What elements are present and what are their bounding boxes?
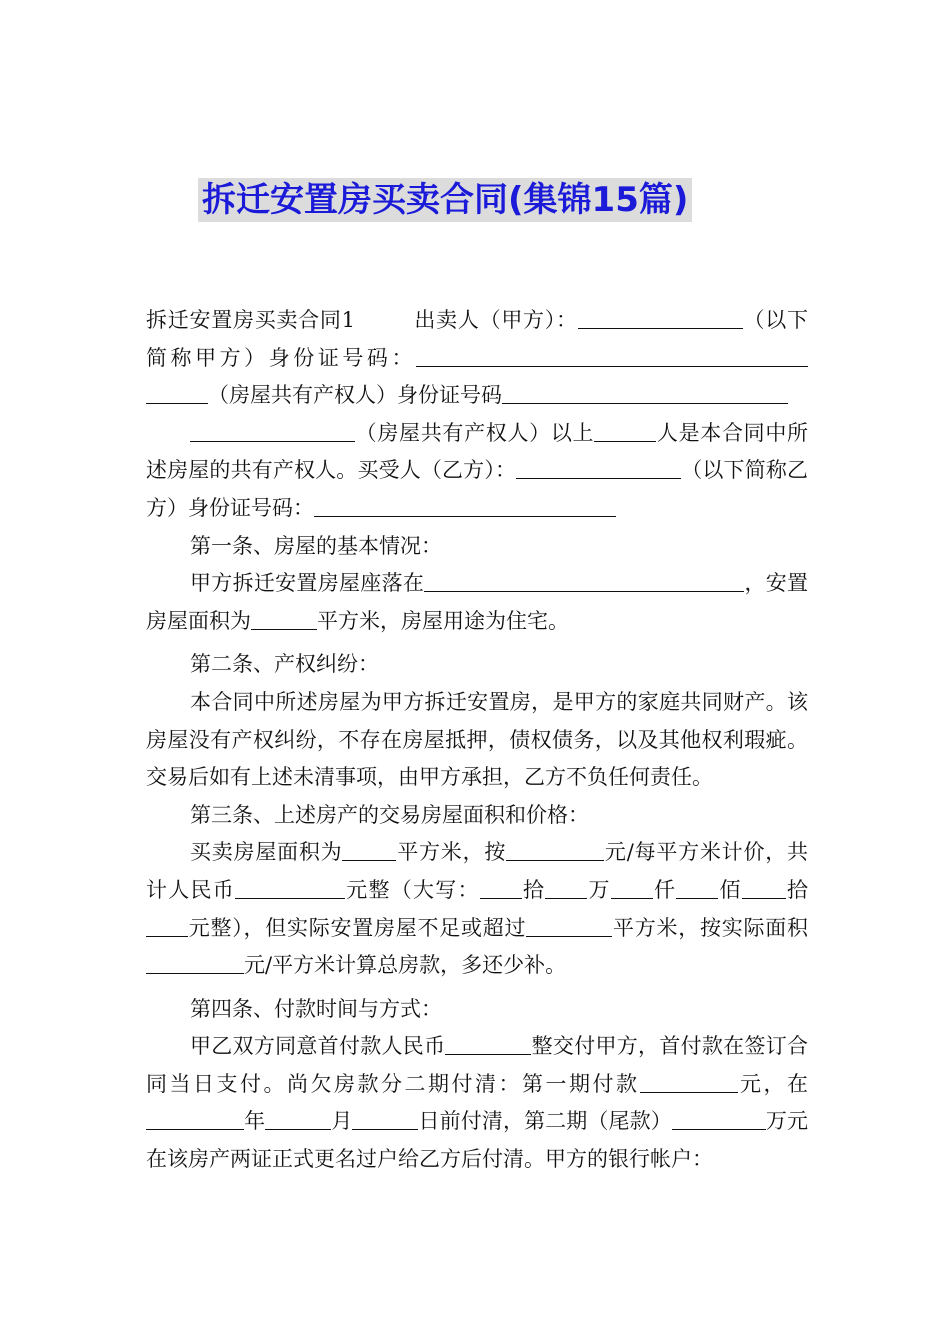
- paragraph-coowners: （房屋共有产权人）以上 人是本合同中所述房屋的共有产权人。买受人（乙方）： （以下简称乙方）身份证号码：: [146, 420, 809, 520]
- blank-coowner-id-cont: [780, 381, 788, 404]
- document-title: 拆迁安置房买卖合同(集锦15篇): [198, 178, 692, 222]
- blank-digit: [742, 876, 786, 899]
- article-1-heading: 第一条、房屋的基本情况：: [190, 533, 442, 558]
- blank-month: [265, 1107, 331, 1130]
- blank-first-installment: [640, 1070, 738, 1093]
- paragraph-property-rights: 本合同中所述房屋为甲方拆迁安置房，是甲方的家庭共同财产。该房屋没有产权纠纷，不存在房屋抵押，债权债务，以及其他权利瑕疵。交易后如有上述未清事项，由甲方承担，乙方不负任何责任。: [146, 689, 808, 790]
- contract-heading: 拆迁安置房买卖合同1: [146, 308, 356, 332]
- blank-digit: [611, 876, 653, 899]
- paragraph-location: 甲方拆迁安置房屋座落在 ，安置房屋面积为 平方米，房屋用途为住宅。: [146, 571, 809, 633]
- blank-seller-id: [416, 344, 808, 367]
- blank-down-payment: [445, 1032, 531, 1055]
- blank-owner-count: [594, 419, 656, 442]
- paragraph-price: 买卖房屋面积为 平方米，按 元/每平方米计价，共计人民币 元整（大写： 拾 万 仟 佰 拾元整），但实际安置房屋不足或超过 平方米，按实际面积元/平方米计算总房款，多还少补。: [146, 840, 809, 978]
- blank-final-payment-cont: [758, 1107, 766, 1130]
- blank-digit: [480, 876, 522, 899]
- blank-buyer-id: [314, 494, 616, 517]
- article-3-heading: 第三条、上述房产的交易房屋面积和价格：: [190, 802, 589, 827]
- blank-buyer-name: [516, 456, 681, 479]
- paragraph-payment: 甲乙双方同意首付款人民币 整交付甲方，首付款在签订合同当日支付。尚欠房款分二期付清：第一期付款 元，在年 月 日前付清，第二期（尾款） 万元在该房产两证正式更名过户给乙方后付清。甲方的银行帐户：: [146, 1034, 809, 1172]
- blank-area: [251, 607, 317, 630]
- blank-area-diff: [526, 914, 612, 937]
- document-body: [146, 302, 808, 1179]
- article-2-heading: 第二条、产权纠纷：: [190, 652, 379, 677]
- blank-actual-price: [146, 951, 244, 974]
- paragraph-parties: 拆迁安置房买卖合同1 出卖人（甲方）： （以下简称甲方）身份证号码：（房屋共有产权人）身份证号码: [146, 308, 809, 408]
- blank-day: [352, 1107, 418, 1130]
- blank-sale-area: [342, 838, 396, 861]
- blank-coowner-id: [502, 381, 780, 404]
- blank-digit: [676, 876, 718, 899]
- blank-unit-price: [506, 838, 604, 861]
- blank-digit: [146, 914, 188, 937]
- blank-location: [424, 569, 744, 592]
- blank-digit: [545, 876, 587, 899]
- blank-seller-name: [578, 306, 743, 329]
- blank-year: [146, 1107, 244, 1130]
- blank-final-payment: [672, 1107, 758, 1130]
- blank-coowner: [146, 381, 208, 404]
- blank-coowner-2: [190, 419, 355, 442]
- blank-total-price: [235, 876, 345, 899]
- article-4-heading: 第四条、付款时间与方式：: [190, 996, 442, 1021]
